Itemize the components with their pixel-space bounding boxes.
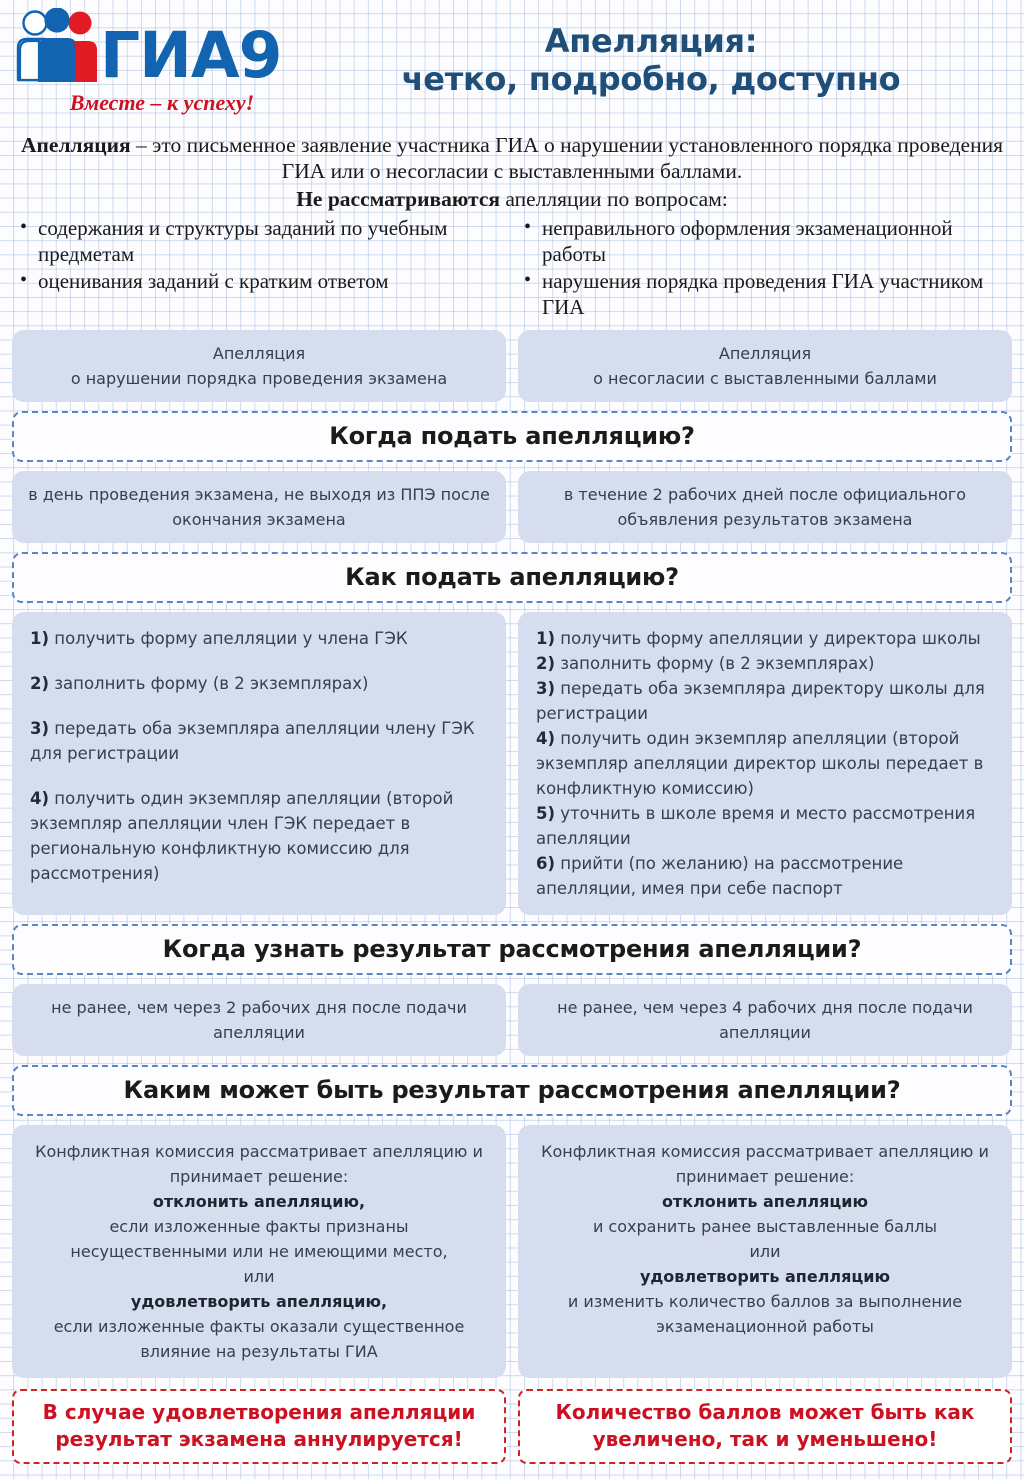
step-text: получить форму апелляции у члена ГЭК xyxy=(54,629,408,648)
appeal-type-right-line2: о несогласии с выставленными баллами xyxy=(593,369,937,388)
step-text: получить один экземпляр апелляции (второй экземпляр апелляции директор школы передает в конфликтную комиссию) xyxy=(536,729,984,798)
result-left-conjunction: или xyxy=(243,1267,275,1286)
result-left-lead: Конфликтная комиссия рассматривает апелляцию и принимает решение: xyxy=(35,1142,483,1186)
logo-slogan: Вместе – к успеху! xyxy=(69,90,255,115)
list-item: • неправильного оформления экзаменационной работы xyxy=(516,215,1012,267)
step-number: 4) xyxy=(536,729,556,748)
when-result-row xyxy=(12,984,1012,1056)
list-item xyxy=(30,671,488,696)
result-left-decision-2: удовлетворить апелляцию, xyxy=(130,1292,388,1311)
step-number: 1) xyxy=(30,629,50,648)
appeal-types-row xyxy=(12,330,1012,402)
result-right-decision-1: отклонить апелляцию xyxy=(661,1192,869,1211)
not-considered-rest: апелляции по вопросам: xyxy=(505,187,728,211)
how-to-file-right xyxy=(518,612,1012,915)
result-left-detail-1: если изложенные факты признаны несущественными или не имеющими место, xyxy=(70,1217,448,1261)
list-item xyxy=(30,716,488,766)
definition-term: Апелляция xyxy=(21,133,131,157)
result-kind-row xyxy=(12,1125,1012,1378)
appeal-type-left-line1: Апелляция xyxy=(212,344,306,363)
list-item xyxy=(536,801,994,851)
step-number: 3) xyxy=(536,679,556,698)
page-title xyxy=(312,2,1012,98)
step-text: уточнить в школе время и место рассмотрения апелляции xyxy=(536,804,976,848)
gia9-logo xyxy=(12,2,312,116)
step-number: 5) xyxy=(536,804,556,823)
step-number: 4) xyxy=(30,789,50,808)
banner-when-result: Когда узнать результат рассмотрения апелляции? xyxy=(12,924,1012,975)
result-right-detail-1: и сохранить ранее выставленные баллы xyxy=(592,1217,938,1236)
appeal-type-right xyxy=(518,330,1012,402)
step-number: 1) xyxy=(536,629,556,648)
list-item xyxy=(536,651,994,676)
three-figures-icon xyxy=(12,8,102,88)
footer-callouts-row xyxy=(12,1389,1012,1464)
not-considered-bold: Не рассматриваются xyxy=(296,187,501,211)
exclusions-right xyxy=(516,215,1012,321)
result-kind-right xyxy=(518,1125,1012,1378)
step-number: 2) xyxy=(536,654,556,673)
exclusions-left xyxy=(12,215,508,321)
step-text: передать оба экземпляра апелляции члену ГЭК для регистрации xyxy=(30,719,475,763)
when-to-file-right: в течение 2 рабочих дней после официального объявления результатов экзамена xyxy=(518,471,1012,543)
result-right-detail-2: и изменить количество баллов за выполнение экзаменационной работы xyxy=(567,1292,963,1336)
result-kind-left xyxy=(12,1125,506,1378)
when-to-file-left: в день проведения экзамена, не выходя из ППЭ после окончания экзамена xyxy=(12,471,506,543)
logo-wordmark: ГИА9 xyxy=(100,19,282,92)
list-item xyxy=(536,626,994,651)
title-line-1: Апелляция: xyxy=(544,22,758,60)
how-to-file-row xyxy=(12,612,1012,915)
result-left-detail-2: если изложенные факты оказали существенное влияние на результаты ГИА xyxy=(53,1317,465,1361)
title-line-2: четко, подробно, доступно xyxy=(401,60,901,98)
banner-result-kind: Каким может быть результат рассмотрения апелляции? xyxy=(12,1065,1012,1116)
step-text: получить один экземпляр апелляции (второй экземпляр апелляции член ГЭК передает в региональную конфликтную комиссию для рассмотрения) xyxy=(30,789,454,883)
definition-text: – это письменное заявление участника ГИА о нарушении установленного порядка проведения ГИА или о несогласии с выставленными баллами. xyxy=(136,133,1003,183)
step-text: передать оба экземпляра директору школы для регистрации xyxy=(536,679,985,723)
list-item: • оценивания заданий с кратким ответом xyxy=(12,268,508,294)
result-right-decision-2: удовлетворить апелляцию xyxy=(639,1267,891,1286)
list-item: • нарушения порядка проведения ГИА участником ГИА xyxy=(516,268,1012,320)
appeal-type-left xyxy=(12,330,506,402)
list-item xyxy=(536,726,994,801)
result-left-decision-1: отклонить апелляцию, xyxy=(152,1192,366,1211)
list-item xyxy=(30,786,488,886)
when-result-left: не ранее, чем через 2 рабочих дня после подачи апелляции xyxy=(12,984,506,1056)
footer-callout-right: Количество баллов может быть как увеличено, так и уменьшено! xyxy=(518,1389,1012,1464)
when-to-file-row xyxy=(12,471,1012,543)
poster-header xyxy=(12,0,1012,128)
list-item: • содержания и структуры заданий по учебным предметам xyxy=(12,215,508,267)
banner-how-to-file: Как подать апелляцию? xyxy=(12,552,1012,603)
step-text: получить форму апелляции у директора школы xyxy=(560,629,981,648)
result-right-conjunction: или xyxy=(749,1242,781,1261)
step-number: 2) xyxy=(30,674,50,693)
result-right-lead: Конфликтная комиссия рассматривает апелляцию и принимает решение: xyxy=(541,1142,989,1186)
definition-paragraph xyxy=(12,128,1012,184)
list-item xyxy=(536,676,994,726)
when-result-right: не ранее, чем через 4 рабочих дня после подачи апелляции xyxy=(518,984,1012,1056)
step-number: 3) xyxy=(30,719,50,738)
banner-when-to-file: Когда подать апелляцию? xyxy=(12,411,1012,462)
step-number: 6) xyxy=(536,854,556,873)
exclusions-row xyxy=(12,215,1012,321)
list-item xyxy=(30,626,488,651)
step-text: заполнить форму (в 2 экземплярах) xyxy=(54,674,369,693)
how-to-file-left xyxy=(12,612,506,915)
appeal-type-right-line1: Апелляция xyxy=(718,344,812,363)
footer-callout-left: В случае удовлетворения апелляции результат экзамена аннулируется! xyxy=(12,1389,506,1464)
appeal-type-left-line2: о нарушении порядка проведения экзамена xyxy=(70,369,448,388)
step-text: прийти (по желанию) на рассмотрение апелляции, имея при себе паспорт xyxy=(536,854,904,898)
not-considered-heading xyxy=(12,186,1012,213)
step-text: заполнить форму (в 2 экземплярах) xyxy=(560,654,875,673)
list-item xyxy=(536,851,994,901)
